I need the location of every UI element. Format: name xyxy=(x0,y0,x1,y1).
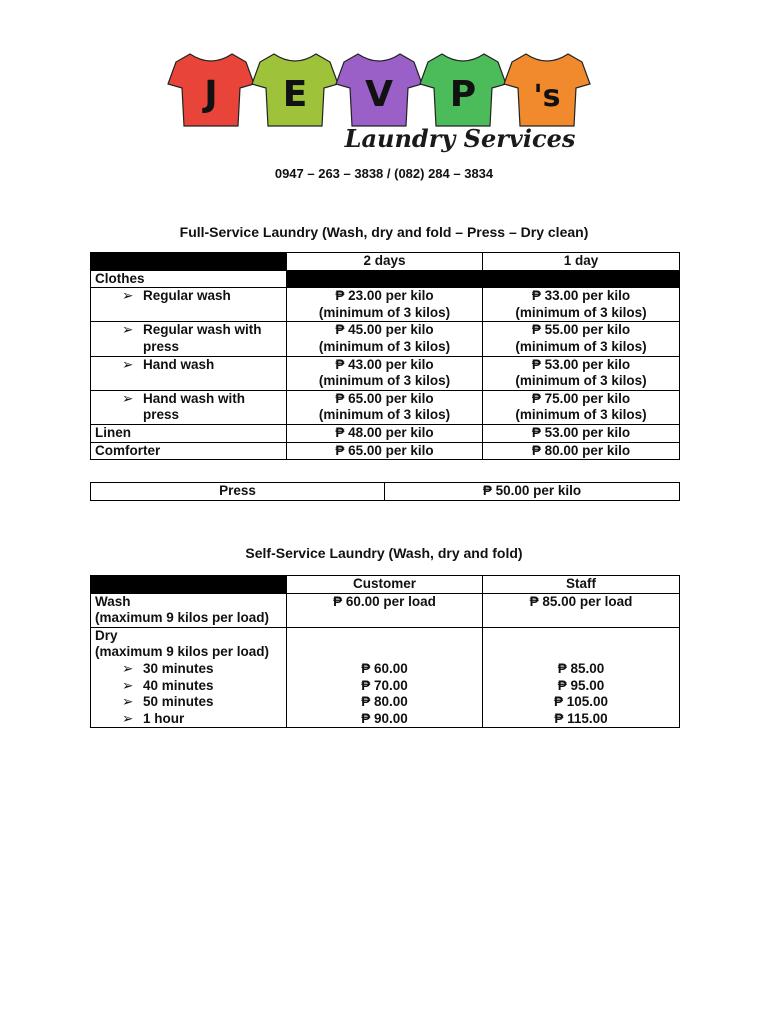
dry-option-label xyxy=(95,661,282,678)
price-per-kilo: ₱ 43.00 per kilo xyxy=(335,356,434,372)
dry-price-staff: ₱ 105.00 xyxy=(553,694,609,710)
minimum-note: (minimum of 3 kilos) xyxy=(318,304,451,320)
clothes-row xyxy=(91,270,680,288)
wash-note: (maximum 9 kilos per load) xyxy=(95,610,270,626)
full-service-table xyxy=(90,252,680,460)
arrow-bullet-icon: ➢ xyxy=(122,288,134,304)
dry-prices-staff xyxy=(483,627,680,728)
arrow-bullet-icon: ➢ xyxy=(122,322,134,338)
arrow-bullet-icon: ➢ xyxy=(122,694,134,710)
logo-letter: J xyxy=(204,74,218,115)
wash-price-customer: ₱ 60.00 per load xyxy=(287,593,483,627)
price-2days-cell xyxy=(287,288,483,322)
price-per-kilo: ₱ 45.00 per kilo xyxy=(335,322,434,338)
dry-option-text: 1 hour xyxy=(143,710,185,726)
jevps-logo xyxy=(160,50,600,160)
arrow-bullet-icon: ➢ xyxy=(122,710,134,726)
price-2days-cell xyxy=(287,390,483,424)
price-1day-cell xyxy=(483,390,680,424)
dry-option-text: 30 minutes xyxy=(143,660,214,676)
price-1day-cell xyxy=(483,288,680,322)
price-per-kilo: ₱ 33.00 per kilo xyxy=(531,288,631,304)
tshirt-letter-5 xyxy=(504,54,590,126)
tshirt-letter-4 xyxy=(420,54,506,126)
service-item-row xyxy=(91,356,680,390)
column-header-customer: Customer xyxy=(287,576,483,594)
price-per-kilo: ₱ 55.00 per kilo xyxy=(531,322,631,338)
arrow-bullet-icon: ➢ xyxy=(122,660,134,676)
service-item-label: Hand wash xyxy=(143,356,215,372)
tshirt-letter-1 xyxy=(168,54,254,126)
dry-price-staff: ₱ 115.00 xyxy=(554,710,608,726)
service-item-label-cell xyxy=(91,288,287,322)
arrow-bullet-icon: ➢ xyxy=(122,390,134,406)
table-header-row xyxy=(91,576,680,594)
arrow-bullet-icon: ➢ xyxy=(122,356,134,372)
linen-row xyxy=(91,424,680,442)
wash-label-cell xyxy=(91,593,287,627)
minimum-note: (minimum of 3 kilos) xyxy=(515,304,647,320)
wash-row xyxy=(91,593,680,627)
press-label: Press xyxy=(91,483,385,501)
logo-subtitle: Laundry Services xyxy=(344,124,576,153)
minimum-note: (minimum of 3 kilos) xyxy=(515,407,647,423)
dry-price-customer: ₱ 60.00 xyxy=(361,660,408,676)
wash-label: Wash xyxy=(95,593,131,609)
dry-price-staff: ₱ 95.00 xyxy=(557,677,605,693)
wash-price-staff: ₱ 85.00 per load xyxy=(483,593,680,627)
dry-price-staff: ₱ 85.00 xyxy=(557,660,605,676)
comforter-label: Comforter xyxy=(91,442,287,460)
service-item-label-cell xyxy=(91,356,287,390)
linen-price-1day: ₱ 53.00 per kilo xyxy=(483,424,680,442)
price-1day-cell xyxy=(483,356,680,390)
press-table xyxy=(90,482,680,501)
dry-option-label xyxy=(95,694,282,711)
service-item-label: Regular wash with xyxy=(143,322,262,338)
dry-label: Dry xyxy=(95,627,118,643)
dry-price-customer: ₱ 90.00 xyxy=(361,710,408,726)
dry-price-customer: ₱ 70.00 xyxy=(361,677,408,693)
service-item-row xyxy=(91,288,680,322)
tshirt-letter-3 xyxy=(336,54,422,126)
column-header-2days: 2 days xyxy=(287,253,483,271)
dry-option-text: 40 minutes xyxy=(143,677,214,693)
minimum-note: (minimum of 3 kilos) xyxy=(318,407,451,423)
service-item-label: press xyxy=(143,407,180,423)
contact-phone: 0947 – 263 – 3838 / (082) 284 – 3834 xyxy=(274,166,494,181)
logo-letter: E xyxy=(282,74,308,115)
service-item-label: Hand wash with xyxy=(143,390,246,406)
service-item-label-cell xyxy=(91,390,287,424)
price-per-kilo: ₱ 53.00 per kilo xyxy=(531,356,631,372)
dry-option-label xyxy=(95,711,282,728)
header-blank-cell xyxy=(91,253,287,271)
self-service-table xyxy=(90,575,680,728)
logo-letter: 's xyxy=(533,79,561,114)
price-1day-cell xyxy=(483,322,680,356)
dry-row xyxy=(91,627,680,728)
column-header-staff: Staff xyxy=(483,576,680,594)
service-item-label: press xyxy=(143,338,180,354)
price-per-kilo: ₱ 23.00 per kilo xyxy=(335,288,434,304)
comforter-row xyxy=(91,442,680,460)
minimum-note: (minimum of 3 kilos) xyxy=(318,373,451,389)
dry-option-text: 50 minutes xyxy=(143,694,214,710)
price-2days-cell xyxy=(287,356,483,390)
header-blank-cell xyxy=(91,576,287,594)
service-item-row xyxy=(91,322,680,356)
dry-note: (maximum 9 kilos per load) xyxy=(95,644,270,660)
logo-letter: P xyxy=(449,74,477,115)
price-per-kilo: ₱ 65.00 per kilo xyxy=(335,390,434,406)
service-item-label-cell xyxy=(91,322,287,356)
clothes-black-band xyxy=(287,270,680,288)
column-header-1day: 1 day xyxy=(483,253,680,271)
dry-price-customer: ₱ 80.00 xyxy=(361,694,408,710)
minimum-note: (minimum of 3 kilos) xyxy=(515,373,647,389)
logo-letter: V xyxy=(365,74,393,115)
comforter-price-2days: ₱ 65.00 per kilo xyxy=(287,442,483,460)
minimum-note: (minimum of 3 kilos) xyxy=(318,338,451,354)
dry-label-cell xyxy=(91,627,287,728)
arrow-bullet-icon: ➢ xyxy=(122,677,134,693)
dry-prices-customer xyxy=(287,627,483,728)
price-2days-cell xyxy=(287,322,483,356)
service-item-label: Regular wash xyxy=(143,288,231,304)
press-price: ₱ 50.00 per kilo xyxy=(385,483,680,501)
press-row xyxy=(91,483,680,501)
tshirt-letter-2 xyxy=(252,54,338,126)
comforter-price-1day: ₱ 80.00 per kilo xyxy=(483,442,680,460)
service-item-row xyxy=(91,390,680,424)
price-per-kilo: ₱ 75.00 per kilo xyxy=(531,390,631,406)
dry-option-label xyxy=(95,678,282,695)
linen-price-2days: ₱ 48.00 per kilo xyxy=(287,424,483,442)
full-service-heading: Full-Service Laundry (Wash, dry and fold – Press – Dry clean) xyxy=(179,224,589,240)
minimum-note: (minimum of 3 kilos) xyxy=(515,338,647,354)
clothes-label: Clothes xyxy=(91,270,287,288)
linen-label: Linen xyxy=(91,424,287,442)
self-service-heading: Self-Service Laundry (Wash, dry and fold) xyxy=(245,545,523,561)
table-header-row xyxy=(91,253,680,271)
